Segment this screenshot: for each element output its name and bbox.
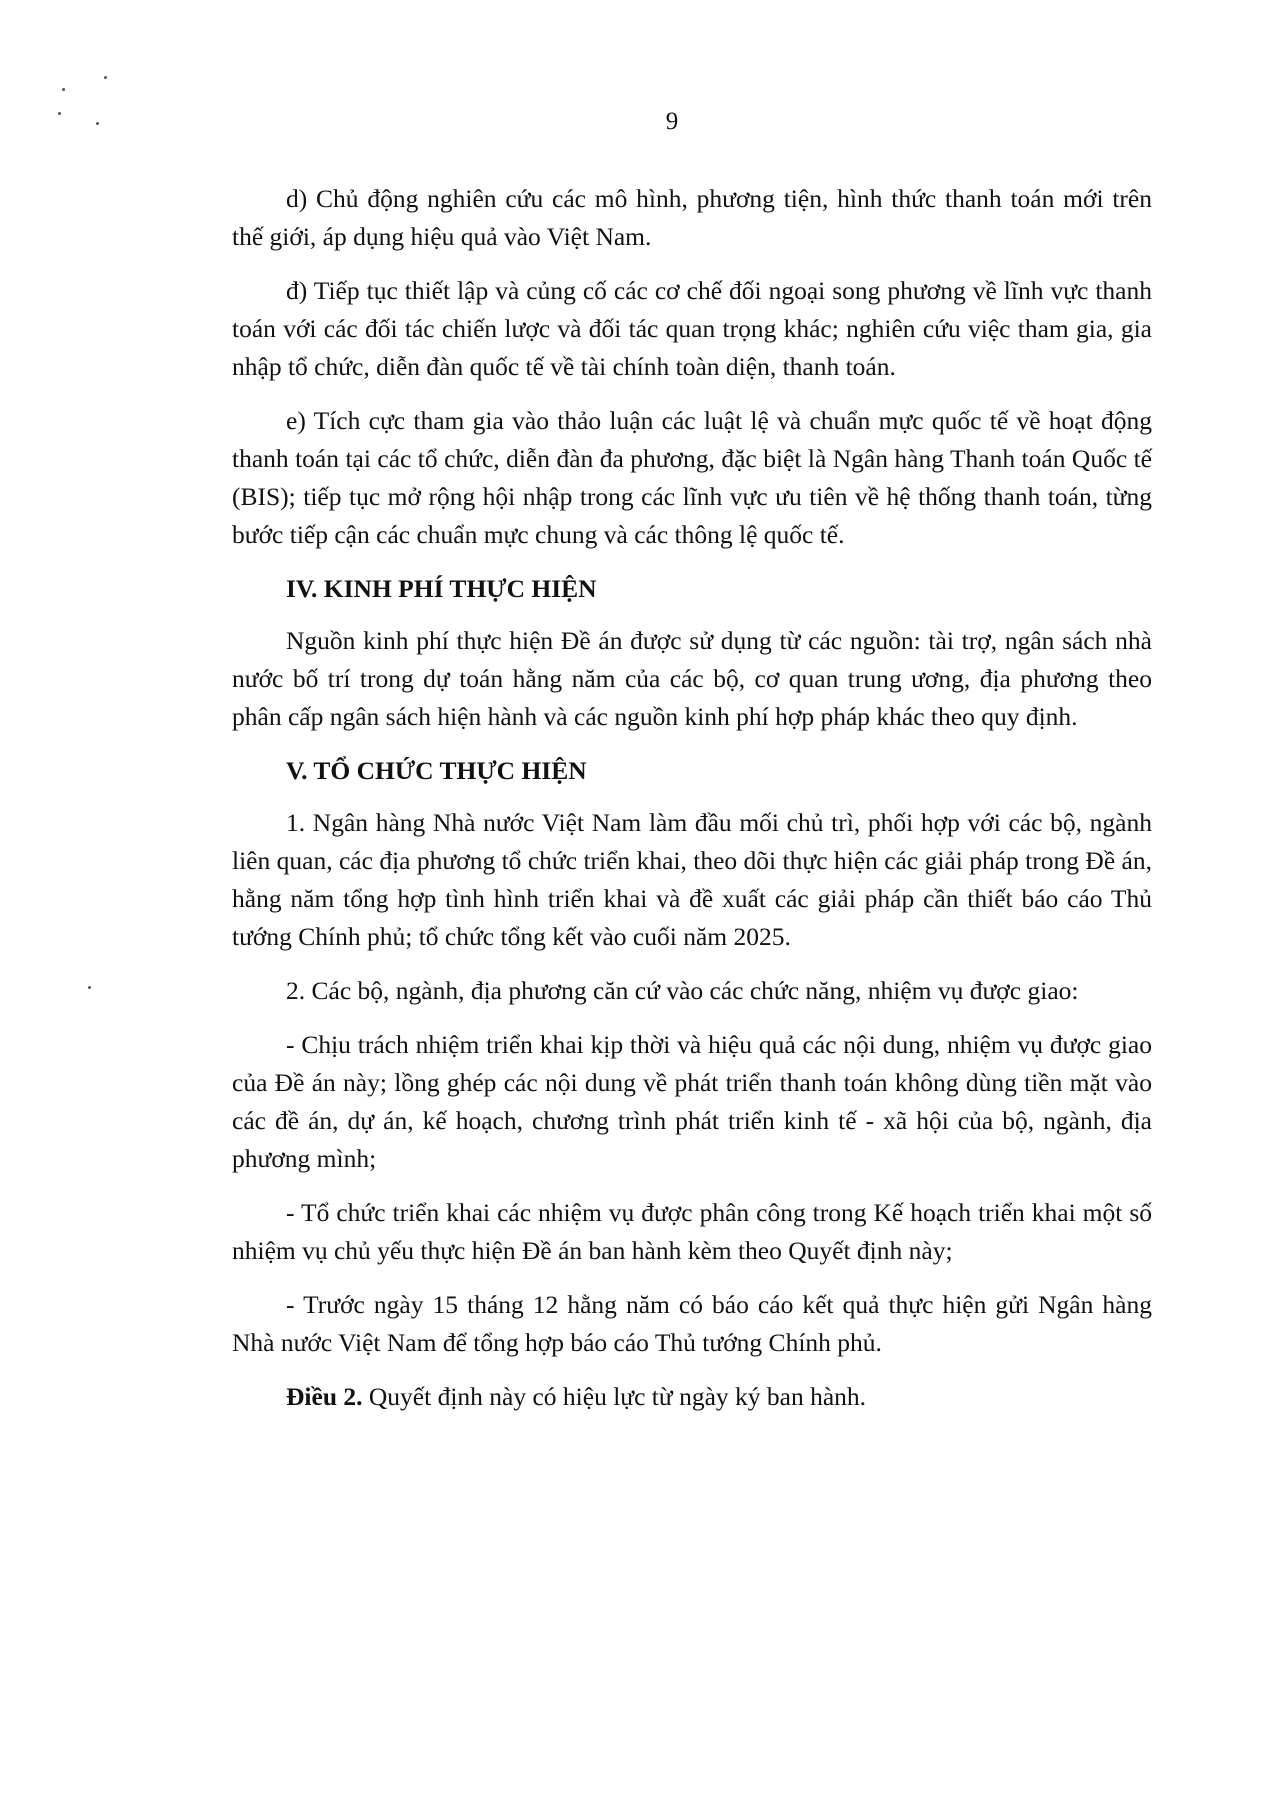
dash-item: - Tổ chức triển khai các nhiệm vụ được phân công trong Kế hoạch triển khai một số nhiệm vụ chủ yếu thực hiện Đề án ban hành kèm theo Quyết định này;: [232, 1198, 1152, 1265]
paragraph-e: e) Tích cực tham gia vào thảo luận các luật lệ và chuẩn mực quốc tế về hoạt động thanh toán tại các tổ chức, diễn đàn đa phương, đặc biệt là Ngân hàng Thanh toán Quốc tế (BIS); tiếp tục mở rộng hội nhập trong các lĩnh vực ưu tiên về hệ thống thanh toán, từng bước tiếp cận các chuẩn mực chung và các thông lệ quốc tế.: [232, 406, 1152, 549]
scan-artifact: [104, 76, 107, 79]
paragraph-d: d) Chủ động nghiên cứu các mô hình, phương tiện, hình thức thanh toán mới trên thế giới, áp dụng hiệu quả vào Việt Nam.: [232, 184, 1152, 251]
section-v-item-2: 2. Các bộ, ngành, địa phương căn cứ vào các chức năng, nhiệm vụ được giao:: [286, 976, 1079, 1005]
article-2-text: Quyết định này có hiệu lực từ ngày ký ban hành.: [362, 1382, 867, 1411]
scan-artifact: [62, 88, 65, 91]
document-body: [232, 180, 1152, 1416]
section-v-item-1: 1. Ngân hàng Nhà nước Việt Nam làm đầu mối chủ trì, phối hợp với các bộ, ngành liên quan, các địa phương tổ chức triển khai, theo dõi thực hiện các giải pháp trong Đề án, hằng năm tổng hợp tình hình triển khai và đề xuất các giải pháp cần thiết báo cáo Thủ tướng Chính phủ; tổ chức tổng kết vào cuối năm 2025.: [232, 808, 1152, 951]
article-2: [232, 1378, 1152, 1416]
dash-item: - Chịu trách nhiệm triển khai kịp thời và hiệu quả các nội dung, nhiệm vụ được giao của Đề án này; lồng ghép các nội dung về phát triển thanh toán không dùng tiền mặt vào các đề án, dự án, kế hoạch, chương trình phát triển kinh tế - xã hội của bộ, ngành, địa phương mình;: [232, 1030, 1152, 1173]
page-number: 9: [665, 108, 679, 135]
section-v-heading: V. TỔ CHỨC THỰC HIỆN: [286, 756, 587, 785]
scan-artifact: [88, 986, 91, 989]
article-2-label: Điều 2.: [286, 1382, 363, 1411]
dash-item: - Trước ngày 15 tháng 12 hằng năm có báo cáo kết quả thực hiện gửi Ngân hàng Nhà nước Việt Nam để tổng hợp báo cáo Thủ tướng Chính phủ.: [232, 1290, 1152, 1357]
section-iv-heading: IV. KINH PHÍ THỰC HIỆN: [286, 574, 597, 603]
section-iv-text: Nguồn kinh phí thực hiện Đề án được sử dụng từ các nguồn: tài trợ, ngân sách nhà nước bố trí trong dự toán hằng năm của các bộ, cơ quan trung ương, địa phương theo phân cấp ngân sách hiện hành và các nguồn kinh phí hợp pháp khác theo quy định.: [232, 626, 1152, 731]
paragraph-dd: đ) Tiếp tục thiết lập và củng cố các cơ chế đối ngoại song phương về lĩnh vực thanh toán với các đối tác chiến lược và đối tác quan trọng khác; nghiên cứu việc tham gia, gia nhập tổ chức, diễn đàn quốc tế về tài chính toàn diện, thanh toán.: [232, 276, 1152, 381]
